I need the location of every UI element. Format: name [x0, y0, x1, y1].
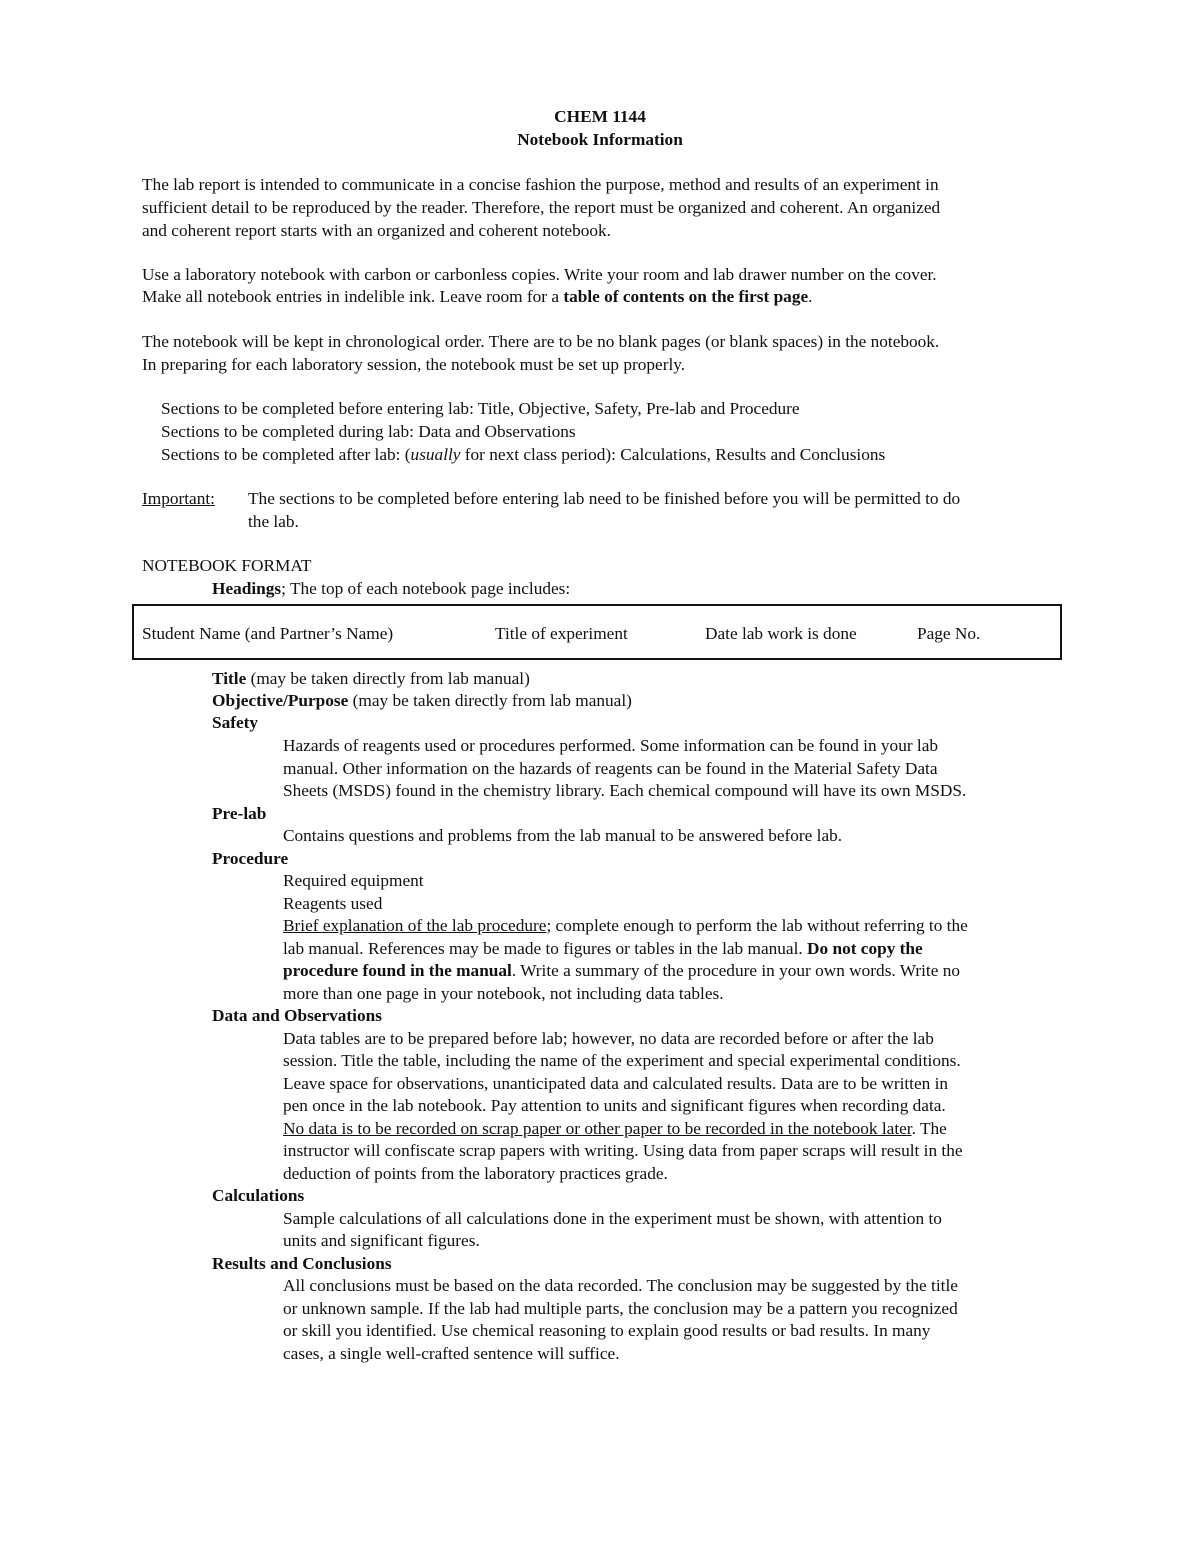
box-date: Date lab work is done — [705, 624, 857, 643]
procedure-line-1: Brief explanation of the lab procedure; complete enough to perform the lab without referring to the — [283, 916, 968, 935]
data-line-7: deduction of points from the laboratory practices grade. — [283, 1164, 668, 1183]
item-title: Title (may be taken directly from lab manual) — [212, 669, 530, 688]
safety-line: manual. Other information on the hazards of reagents can be found in the Material Safety Data — [283, 759, 938, 778]
important-line-2: the lab. — [248, 512, 299, 531]
data-line: pen once in the lab notebook. Pay attention to units and significant figures when recording data. — [283, 1096, 946, 1115]
important-line-1: The sections to be completed before entering lab need to be finished before you will be permitted to do — [248, 489, 961, 508]
results-line: or unknown sample. If the lab had multiple parts, the conclusion may be a pattern you recognized — [283, 1299, 958, 1318]
data-line-5: No data is to be recorded on scrap paper or other paper to be recorded in the notebook later. The — [283, 1119, 947, 1138]
results-line: or skill you identified. Use chemical reasoning to explain good results or bad results. In many — [283, 1321, 931, 1340]
data-line-6: instructor will confiscate scrap papers with writing. Using data from paper scraps will result in the — [283, 1141, 963, 1160]
results-line: All conclusions must be based on the data recorded. The conclusion may be suggested by the title — [283, 1276, 958, 1295]
notebook-para-line-1: Use a laboratory notebook with carbon or carbonless copies. Write your room and lab drawer number on the cover. — [142, 265, 937, 284]
item-results-heading: Results and Conclusions — [212, 1254, 392, 1273]
procedure-reagents: Reagents used — [283, 894, 383, 913]
calc-line: units and significant figures. — [283, 1231, 480, 1250]
intro-line-3: and coherent report starts with an organized and coherent notebook. — [142, 221, 611, 240]
page-title: Notebook Information — [517, 130, 683, 149]
intro-line-2: sufficient detail to be reproduced by the reader. Therefore, the report must be organized and coherent. An organized — [142, 198, 941, 217]
order-para-line-2: In preparing for each laboratory session, the notebook must be set up properly. — [142, 355, 686, 374]
item-safety-heading: Safety — [212, 713, 259, 732]
procedure-line-4: more than one page in your notebook, not including data tables. — [283, 984, 724, 1003]
course-number: CHEM 1144 — [554, 107, 646, 126]
data-line: session. Title the table, including the name of the experiment and special experimental conditions. — [283, 1051, 961, 1070]
safety-line: Hazards of reagents used or procedures performed. Some information can be found in your lab — [283, 736, 939, 755]
calc-line: Sample calculations of all calculations done in the experiment must be shown, with attention to — [283, 1209, 942, 1228]
order-para-line-1: The notebook will be kept in chronological order. There are to be no blank pages (or blank spaces) in the notebook. — [142, 332, 940, 351]
item-procedure-heading: Procedure — [212, 849, 289, 868]
procedure-equipment: Required equipment — [283, 871, 424, 890]
data-line: Data tables are to be prepared before lab; however, no data are recorded before or after the lab — [283, 1029, 934, 1048]
box-title: Title of experiment — [495, 624, 628, 643]
sections-after: Sections to be completed after lab: (usually for next class period): Calculations, Results and Conclusions — [161, 445, 886, 464]
sections-during: Sections to be completed during lab: Data and Observations — [161, 422, 576, 441]
format-heading: NOTEBOOK FORMAT — [142, 556, 312, 575]
procedure-line-2: lab manual. References may be made to figures or tables in the lab manual. Do not copy the — [283, 939, 923, 958]
notebook-para-line-2: Make all notebook entries in indelible ink. Leave room for a table of contents on the first page. — [142, 287, 813, 306]
headings-line: Headings; The top of each notebook page includes: — [212, 579, 571, 598]
item-calculations-heading: Calculations — [212, 1186, 305, 1205]
item-data-heading: Data and Observations — [212, 1006, 382, 1025]
sections-before: Sections to be completed before entering lab: Title, Objective, Safety, Pre-lab and Procedure — [161, 399, 800, 418]
item-prelab-heading: Pre-lab — [212, 804, 267, 823]
procedure-line-3: procedure found in the manual. Write a summary of the procedure in your own words. Write no — [283, 961, 960, 980]
data-line: Leave space for observations, unanticipated data and calculated results. Data are to be written in — [283, 1074, 949, 1093]
item-objective: Objective/Purpose (may be taken directly from lab manual) — [212, 691, 632, 710]
box-page-no: Page No. — [917, 624, 981, 643]
results-line: cases, a single well-crafted sentence will suffice. — [283, 1344, 620, 1363]
prelab-line: Contains questions and problems from the lab manual to be answered before lab. — [283, 826, 843, 845]
important-label: Important: — [142, 489, 215, 508]
safety-line: Sheets (MSDS) found in the chemistry library. Each chemical compound will have its own MSDS. — [283, 781, 967, 800]
box-student-name: Student Name (and Partner’s Name) — [142, 624, 394, 643]
intro-line-1: The lab report is intended to communicate in a concise fashion the purpose, method and results of an experiment in — [142, 175, 939, 194]
